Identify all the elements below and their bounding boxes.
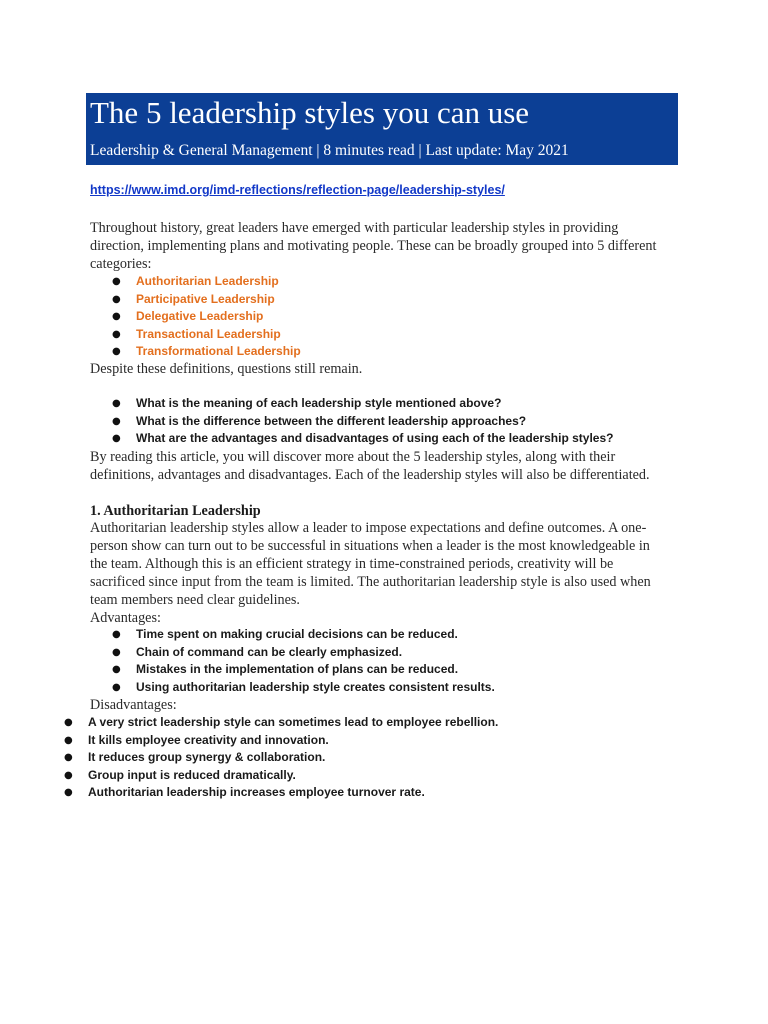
bullet-icon: ● [112, 346, 121, 357]
bullet-icon: ● [112, 646, 121, 658]
list-item: ● Delegative Leadership [112, 308, 301, 326]
reading-paragraph: By reading this article, you will discover more about the 5 leadership styles, along with their definitions, advantages and disadvantages. Each of the leadership styles will also be differentiated. [90, 449, 650, 483]
bullet-icon: ● [112, 415, 121, 427]
bullet-icon: ● [112, 328, 121, 340]
bullet-icon: ● [112, 276, 121, 287]
list-item: ● It reduces group synergy & collaboration. [64, 749, 498, 767]
bullet-icon: ● [112, 398, 121, 409]
list-item: ● A very strict leadership style can sometimes lead to employee rebellion. [64, 714, 498, 732]
section-body: Authoritarian leadership styles allow a leader to impose expectations and define outcomes. A one-person show can turn out to be successful in situations when a leader is the most knowledgeable in the team. Although this is an efficient strategy in time-constrained periods, creativity will be sacrificed since input from the team is limited. The authoritarian leadership style is also used when team members need clear guidelines. [90, 520, 651, 608]
list-item: ● Using authoritarian leadership style creates consistent results. [112, 679, 495, 697]
list-item: ● What is the difference between the different leadership approaches? [112, 413, 613, 431]
advantages-list [112, 626, 495, 696]
list-item: ● Authoritarian leadership increases employee turnover rate. [64, 784, 498, 802]
advantages-label: Advantages: [90, 610, 161, 626]
list-item: ● Participative Leadership [112, 291, 301, 309]
section-heading: 1. Authoritarian Leadership [90, 503, 261, 519]
list-item: ● Authoritarian Leadership [112, 273, 301, 291]
intro-paragraph: Throughout history, great leaders have emerged with particular leadership styles in providing direction, implementing plans and motivating people. These can be broadly grouped into 5 different categories: [90, 220, 657, 272]
disadvantages-list [64, 714, 498, 802]
bullet-icon: ● [112, 311, 121, 322]
bullet-icon: ● [64, 769, 73, 781]
page-title: The 5 leadership styles you can use [90, 95, 530, 130]
list-item: ● It kills employee creativity and innovation. [64, 732, 498, 750]
disadvantages-label: Disadvantages: [90, 697, 177, 713]
bullet-icon: ● [112, 293, 121, 305]
bullet-icon: ● [112, 629, 121, 640]
list-item: ● Mistakes in the implementation of plans can be reduced. [112, 661, 495, 679]
list-item: ● Chain of command can be clearly emphasized. [112, 644, 495, 662]
list-item: ● Time spent on making crucial decisions can be reduced. [112, 626, 495, 644]
list-item: ● What are the advantages and disadvantages of using each of the leadership styles? [112, 430, 613, 448]
bullet-icon: ● [112, 433, 121, 444]
bullet-icon: ● [64, 787, 73, 798]
bullet-icon: ● [64, 734, 73, 746]
title-banner [86, 93, 678, 165]
list-item: ● Transformational Leadership [112, 343, 301, 361]
questions-list [112, 395, 613, 448]
list-item: ● Transactional Leadership [112, 326, 301, 344]
list-item: ● Group input is reduced dramatically. [64, 767, 498, 785]
article-link[interactable]: https://www.imd.org/imd-reflections/reflection-page/leadership-styles/ [90, 183, 505, 197]
leadership-styles-list [112, 273, 301, 361]
remain-text: Despite these definitions, questions still remain. [90, 361, 363, 377]
bullet-icon: ● [64, 717, 73, 728]
article-meta: Leadership & General Management | 8 minutes read | Last update: May 2021 [90, 142, 569, 159]
list-item: ● What is the meaning of each leadership style mentioned above? [112, 395, 613, 413]
bullet-icon: ● [112, 664, 121, 675]
bullet-icon: ● [112, 681, 121, 693]
bullet-icon: ● [64, 752, 73, 763]
